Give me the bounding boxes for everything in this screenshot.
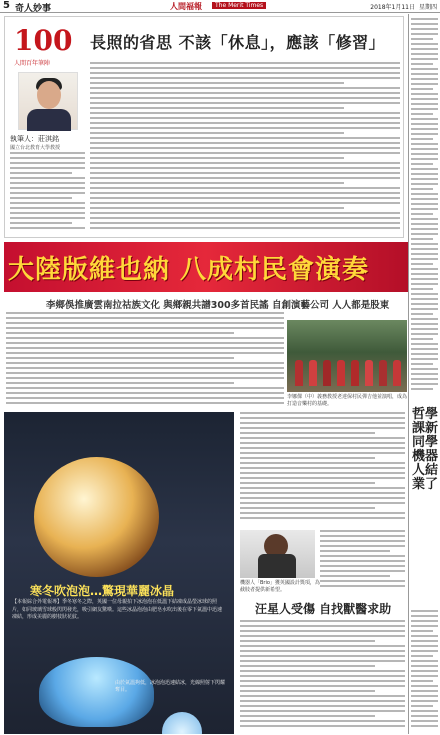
page-number: 5	[3, 0, 10, 11]
vet-article-text	[240, 620, 405, 732]
issue-weekday: 星期四	[418, 4, 437, 11]
robot-article-text	[240, 412, 405, 526]
ice-title: 寒冬吹泡泡…驚現華麗冰晶	[30, 584, 175, 598]
prosthetic-caption: 機器人「Brio」獲英國設計獎項，為截肢者提供新希望。	[240, 580, 320, 593]
column-body-text	[90, 62, 400, 234]
vet-article-title: 汪星人受傷 自找獸醫求助	[255, 602, 392, 616]
newspaper-brand: 人間福報	[170, 2, 202, 11]
author-byline: 執筆人：莊淇銘	[10, 135, 59, 143]
dance-photo-caption: 李娜倮（中）義務教授老達保村民彈吉他並演唱，成為打造音樂村的基礎。	[287, 394, 408, 407]
ice-caption: 由於氣溫夠低，冰泡泡迅速結冰，光線照射下閃耀奪目。	[115, 680, 226, 693]
headline-subhead: 李鄉俁推廣雲南拉祜族文化 與鄉親共譜300多首民謠 自創演藝公司 人人都是股東	[46, 300, 390, 311]
column-logo-caption: 人間百年筆陣	[14, 60, 51, 67]
ice-text: 【本報綜合外電報導】季冬寒冬之際，英國一位母親拍下冰泡泡在低溫下結凍成晶瑩冰球的照片，如同玻璃雪球般閃閃發光，吸引網友驚嘆。這些冰晶泡泡由肥皂水吹出後在零下氣溫中迅速凍結，形成美麗的樹枝狀花紋。	[12, 599, 223, 620]
page-header	[0, 0, 440, 13]
column-logo-number: 100	[14, 24, 73, 57]
main-article-text	[6, 312, 284, 408]
frozen-bubble-image-3	[162, 712, 202, 734]
column-title: 長照的省思 不該「休息」，應該「修習」	[90, 33, 386, 52]
robot-article-text-2	[320, 530, 405, 594]
right-column-text	[411, 18, 438, 398]
side-article-text	[411, 610, 438, 730]
prosthetic-photo	[240, 530, 315, 578]
frozen-bubble-image	[34, 457, 159, 577]
newspaper-brand-en: The Merit Times	[212, 2, 266, 9]
dance-photo	[287, 320, 407, 392]
issue-date: 2018年1月11日	[370, 4, 415, 11]
author-affiliation: 國立台北教育大學教授	[10, 145, 61, 151]
column-body-text-left	[10, 152, 85, 234]
side-article-title: 哲學課新同學 機器人結業了	[412, 407, 439, 492]
author-photo	[18, 72, 78, 130]
section-name: 奇人妙事	[15, 4, 52, 14]
headline-title: 大陸版維也納 八成村民會演奏	[8, 255, 370, 285]
